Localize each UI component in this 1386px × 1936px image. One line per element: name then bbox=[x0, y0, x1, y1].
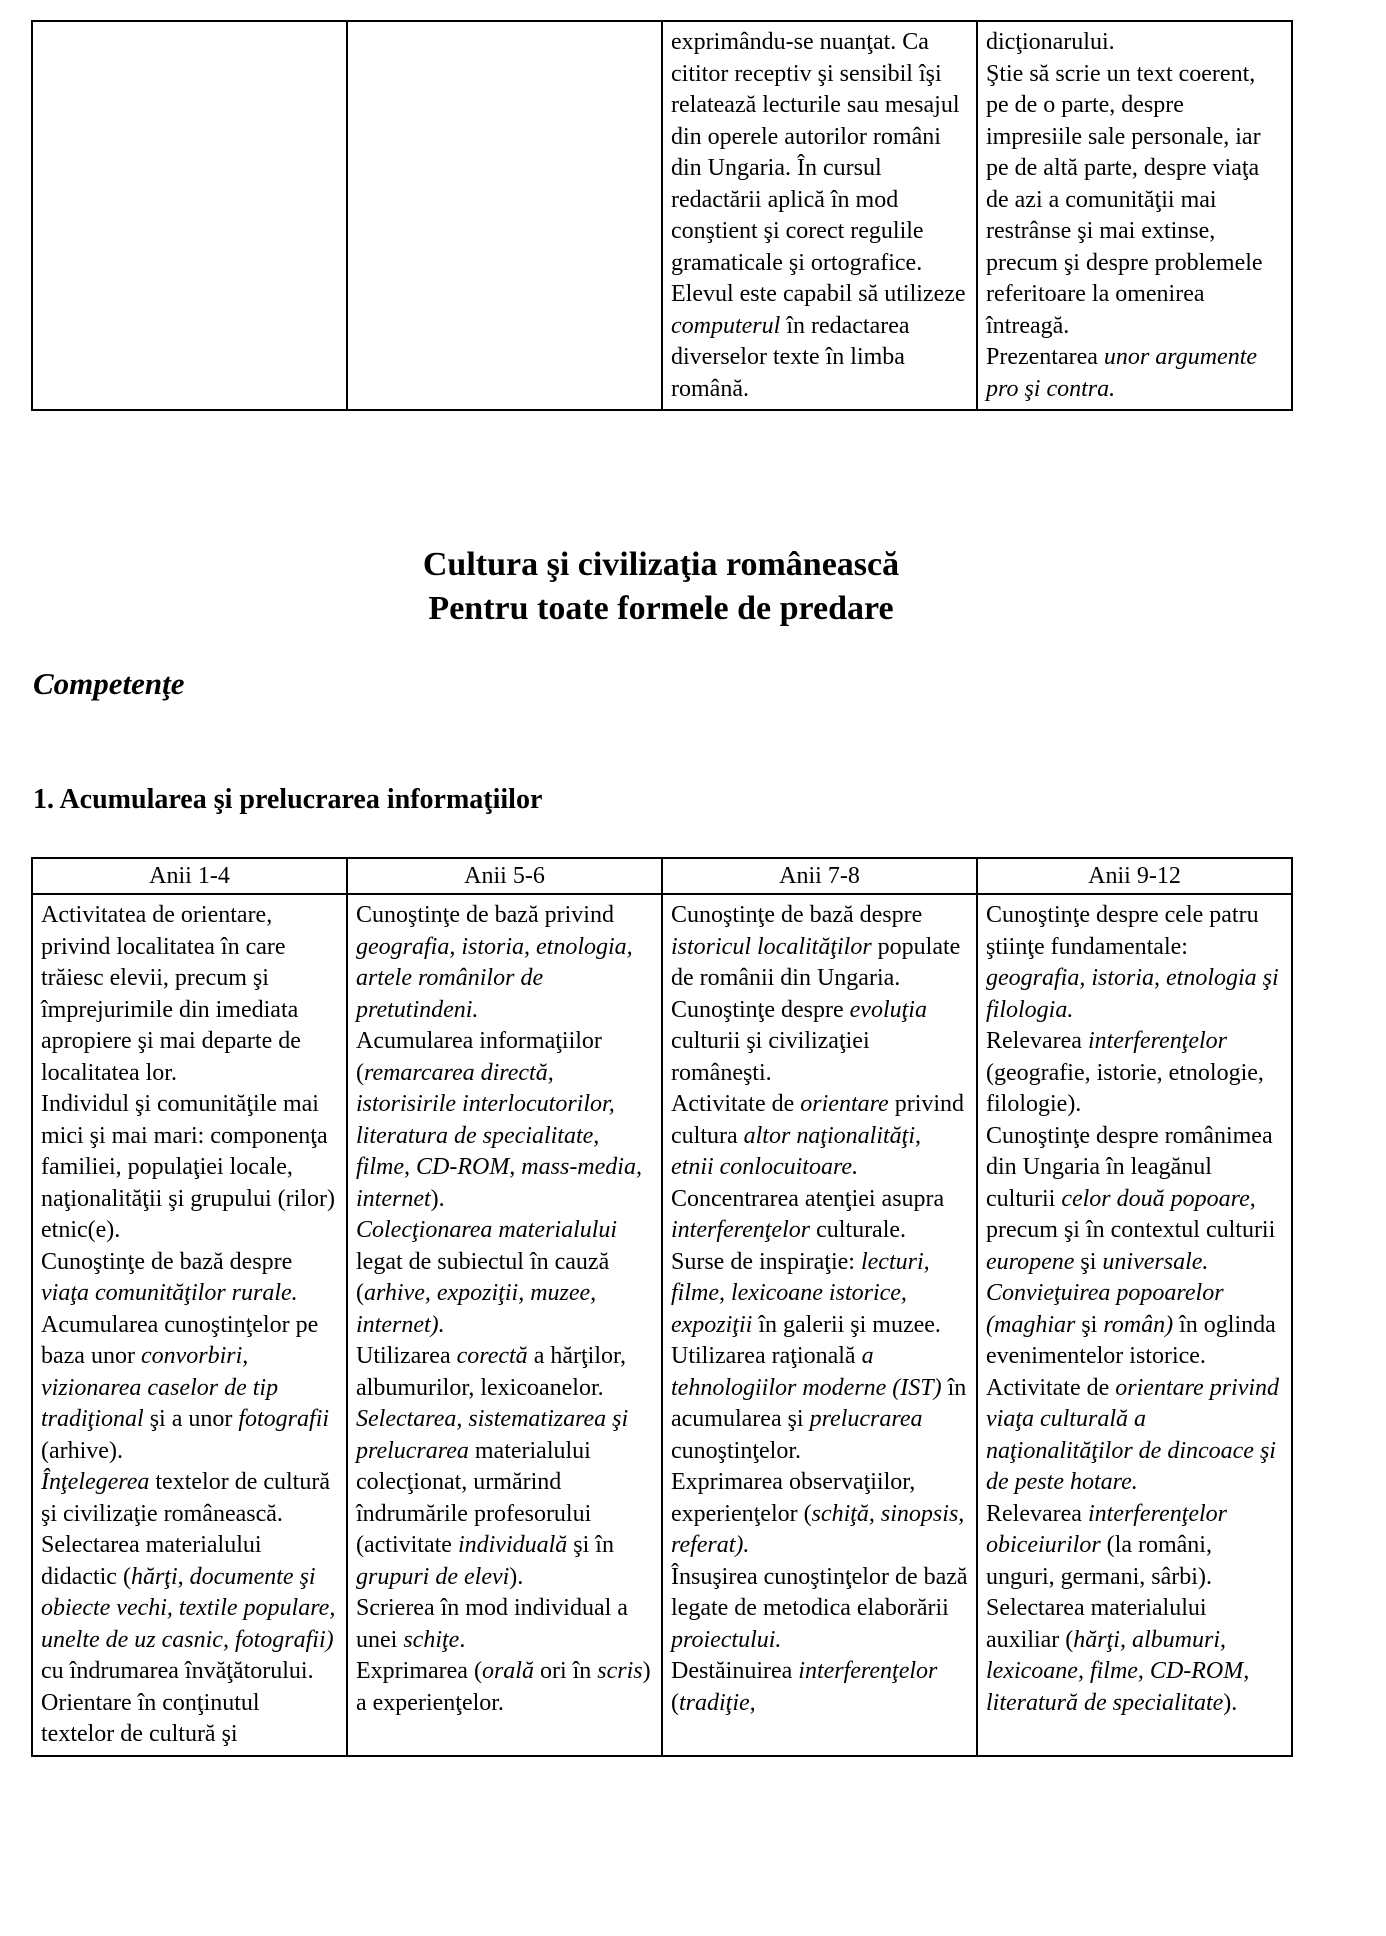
title-line-1: Cultura şi civilizaţia românească bbox=[422, 546, 900, 583]
cell-paragraph: Activitatea de orientare, privind localitatea în care trăiesc elevii, precum şi împrejurimile din imediata apropiere şi mai departe de localitatea lor. bbox=[41, 902, 301, 1086]
cell-paragraph: Exprimarea observaţiilor, experienţelor (schiţă, sinopsis, referat). bbox=[671, 1469, 965, 1558]
cell-paragraph: Prezentarea unor argumente pro şi contra. bbox=[986, 344, 1258, 402]
top-cell bbox=[347, 21, 662, 410]
cell-paragraph: Orientare în conţinutul textelor de cultură şi bbox=[41, 1689, 260, 1747]
continued-table bbox=[31, 20, 1293, 411]
top-cell bbox=[662, 21, 977, 410]
column-header: Anii 7-8 bbox=[662, 858, 977, 894]
column-header: Anii 5-6 bbox=[347, 858, 662, 894]
cell-paragraph: Cunoştinţe de bază despre viaţa comunităţilor rurale. bbox=[41, 1248, 298, 1306]
table-cell bbox=[662, 894, 977, 1756]
table-cell bbox=[32, 894, 347, 1756]
subsection-heading: 1. Acumularea şi prelucrarea informaţiilor bbox=[33, 784, 543, 815]
cell-paragraph: dicţionarului. bbox=[986, 29, 1115, 55]
cell-paragraph: Cunoştinţe despre românimea din Ungaria în leagănul culturii celor două popoare, precum şi în contextul culturii europene şi universale. bbox=[986, 1122, 1276, 1275]
top-cell bbox=[977, 21, 1292, 410]
cell-paragraph: Utilizarea corectă a hărţilor, albumurilor, lexicoanelor. bbox=[356, 1343, 627, 1401]
cell-paragraph: Relevarea interferenţelor (geografie, istorie, etnologie, filologie). bbox=[986, 1028, 1264, 1117]
cell-paragraph: Destăinuirea interferenţelor (tradiţie, bbox=[671, 1658, 938, 1716]
cell-paragraph: exprimându-se nuanţat. Ca cititor receptiv şi sensibil îşi relatează lecturile sau mesajul din operele autorilor români din Ungaria. În cursul redactării aplică în mod conştient şi corect regulile gramaticale şi ortografice. bbox=[671, 29, 960, 276]
table-cell bbox=[977, 894, 1292, 1756]
top-cell bbox=[32, 21, 347, 410]
cell-paragraph: Cunoştinţe de bază despre istoricul localităţilor populate de românii din Ungaria. bbox=[671, 902, 961, 991]
cell-paragraph: Convieţuirea popoarelor (maghiar şi român) în oglinda evenimentelor istorice. bbox=[986, 1280, 1276, 1369]
table-cell bbox=[347, 894, 662, 1756]
column-header: Anii 9-12 bbox=[977, 858, 1292, 894]
cell-paragraph: Individul şi comunităţile mai mici şi mai mari: componenţa familiei, populaţiei locale, naţionalităţii şi grupului (rilor) etnic(e). bbox=[41, 1091, 335, 1243]
cell-paragraph: Exprimarea (orală ori în scris) a experienţelor. bbox=[356, 1658, 651, 1716]
cell-paragraph: Cunoştinţe despre evoluţia culturii şi civilizaţiei româneşti. bbox=[671, 996, 927, 1086]
cell-paragraph: Însuşirea cunoştinţelor de bază legate de metodica elaborării proiectului. bbox=[671, 1563, 968, 1653]
cell-paragraph: Surse de inspiraţie: lecturi, filme, lexicoane istorice, expoziţii în galerii şi muzee. bbox=[671, 1248, 941, 1338]
cell-paragraph: Relevarea interferenţelor obiceiurilor (la români, unguri, germani, sârbi). bbox=[986, 1500, 1228, 1590]
section-title bbox=[0, 543, 1322, 631]
cell-paragraph: Utilizarea raţională a tehnologiilor moderne (IST) în acumularea şi prelucrarea cunoştinţelor. bbox=[671, 1343, 967, 1464]
cell-paragraph: Cunoştinţe despre cele patru ştiinţe fundamentale: geografia, istoria, etnologia şi filologia. bbox=[986, 902, 1279, 1023]
cell-paragraph: Acumularea cunoştinţelor pe baza unor convorbiri, vizionarea caselor de tip tradiţional şi a unor fotografii (arhive). bbox=[41, 1311, 330, 1464]
cell-paragraph: Selectarea, sistematizarea şi prelucrarea materialului colecţionat, urmărind îndrumările profesorului (activitate individuală şi în grupuri de elevi). bbox=[356, 1406, 629, 1590]
title-line-2: Pentru toate formele de predare bbox=[428, 590, 894, 627]
cell-paragraph: Elevul este capabil să utilizeze computerul în redactarea diverselor texte în limba română. bbox=[671, 281, 966, 402]
table-row bbox=[32, 21, 1292, 410]
cell-paragraph: Ştie să scrie un text coerent, pe de o parte, despre impresiile sale personale, iar pe de altă parte, despre viaţa de azi a comunităţii mai restrânse şi mai extinse, precum şi despre problemele referitoare la omenirea întreagă. bbox=[986, 60, 1263, 339]
table-row bbox=[32, 894, 1292, 1756]
cell-paragraph: Activitate de orientare privind viaţa culturală a naţionalităţilor de dincoace şi de peste hotare. bbox=[986, 1374, 1280, 1495]
competence-table bbox=[31, 857, 1293, 1757]
cell-paragraph: Cunoştinţe de bază privind geografia, istoria, etnologia, artele românilor de pretutindeni. bbox=[356, 902, 633, 1023]
cell-paragraph: Înţelegerea textelor de cultură şi civilizaţie românească. bbox=[41, 1469, 330, 1527]
cell-paragraph: Activitate de orientare privind cultura altor naţionalităţi, etnii conlocuitoare. bbox=[671, 1091, 965, 1180]
cell-paragraph: Scrierea în mod individual a unei schiţe. bbox=[356, 1595, 628, 1653]
competente-heading: Competenţe bbox=[33, 666, 185, 701]
column-header: Anii 1-4 bbox=[32, 858, 347, 894]
cell-paragraph: Concentrarea atenţiei asupra interferenţelor culturale. bbox=[671, 1185, 945, 1243]
cell-paragraph: Colecţionarea materialului legat de subiectul în cauză (arhive, expoziţii, muzee, internet). bbox=[356, 1217, 618, 1338]
table-header-row bbox=[32, 858, 1292, 894]
cell-paragraph: Selectarea materialului didactic (hărţi, documente şi obiecte vechi, textile populare, unelte de uz casnic, fotografii) cu îndrumarea învăţătorului. bbox=[41, 1532, 336, 1684]
cell-paragraph: Acumularea informaţiilor (remarcarea directă, istorisirile interlocutorilor, literatura de specialitate, filme, CD-ROM, mass-media, internet). bbox=[356, 1028, 642, 1212]
cell-paragraph: Selectarea materialului auxiliar (hărţi, albumuri, lexicoane, filme, CD-ROM, literatură de specialitate). bbox=[986, 1595, 1250, 1716]
